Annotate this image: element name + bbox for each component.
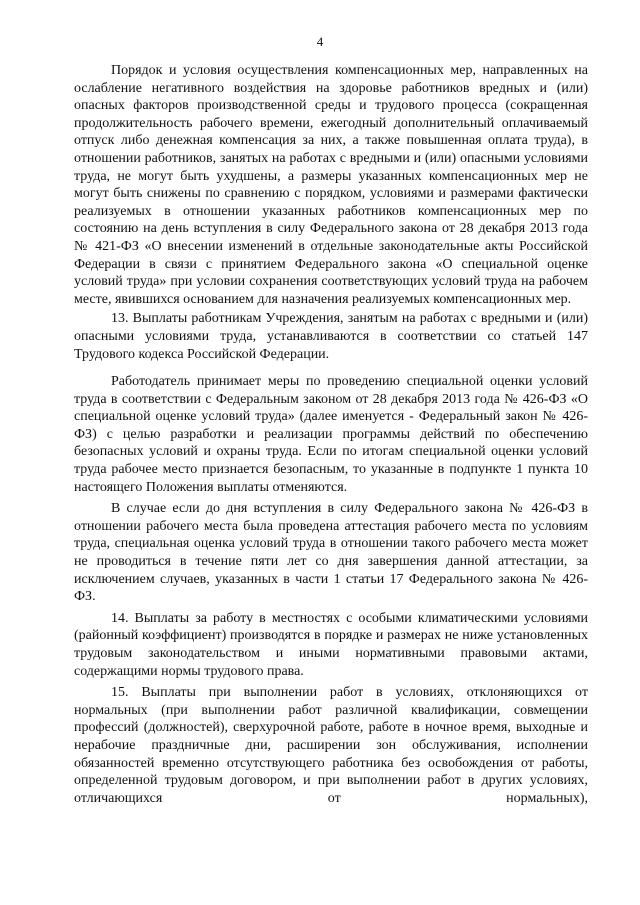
paragraph-13-harmful-conditions-payments: 13. Выплаты работникам Учреждения, занятым на работах с вредными и (или) опасными условиями труда, устанавливаются в соответствии со статьей 147 Трудового кодекса Российской Федерации.	[74, 311, 588, 362]
document-body	[74, 62, 588, 809]
paragraph-special-assessment: Работодатель принимает меры по проведению специальной оценки условий труда в соответствии с Федеральным законом от 28 декабря 2013 года № 426-ФЗ «О специальной оценке условий труда» (далее именуется - Федеральный закон № 426-ФЗ) с целью разработки и реализации программы действий по обеспечению безопасных условий и охраны труда. Если по итогам специальной оценки условий труда рабочее место признается безопасным, то указанные в подпункте 1 пункта 10 настоящего Положения выплаты отменяются.	[74, 374, 588, 495]
page-number: 4	[316, 34, 324, 49]
paragraph-attestation: В случае если до дня вступления в силу Федерального закона № 426-ФЗ в отношении рабочего места была проведена аттестация рабочего места по условиям труда, специальная оценка условий труда в отношении такого рабочего места может не проводиться в течение пяти лет со дня завершения данной аттестации, за исключением случаев, указанных в части 1 статьи 17 Федерального закона № 426-ФЗ.	[74, 501, 588, 605]
paragraph-15-abnormal-conditions: 15. Выплаты при выполнении работ в условиях, отклоняющихся от нормальных (при выполнении работ различной квалификации, совмещении профессий (должностей), сверхурочной работе, работе в ночное время, выходные и нерабочие праздничные дни, расширении зон обслуживания, исполнении обязанностей временно отсутствующего работника без освобождения от работы, определенной трудовым договором, и при выполнении работ в других условиях, отличающихся от нормальных),	[74, 685, 588, 806]
paragraph-compensation-measures: Порядок и условия осуществления компенсационных мер, направленных на ослабление негативного воздействия на здоровье работников вредных и (или) опасных факторов производственной среды и трудового процесса (сокращенная продолжительность рабочего времени, ежегодный дополнительный оплачиваемый отпуск либо денежная компенсация за них, а также повышенная оплата труда), в отношении работников, занятых на работах с вредными и (или) опасными условиями труда, не могут быть ухудшены, а размеры указанных компенсационных мер не могут быть снижены по сравнению с порядком, условиями и размерами фактически реализуемых в отношении указанных работников компенсационных мер по состоянию на день вступления в силу Федерального закона от 28 декабря 2013 года № 421-ФЗ «О внесении изменений в отдельные законодательные акты Российской Федерации в связи с принятием Федерального закона «О специальной оценке условий труда» при условии сохранения соответствующих условий труда на рабочем месте, явившихся основанием для назначения реализуемых компенсационных мер.	[74, 63, 588, 307]
paragraph-14-regional-coefficient: 14. Выплаты за работу в местностях с особыми климатическими условиями (районный коэффициент) производятся в порядке и размерах не ниже установленных трудовым законодательством и иными нормативными правовыми актами, содержащими нормы трудового права.	[74, 610, 588, 679]
